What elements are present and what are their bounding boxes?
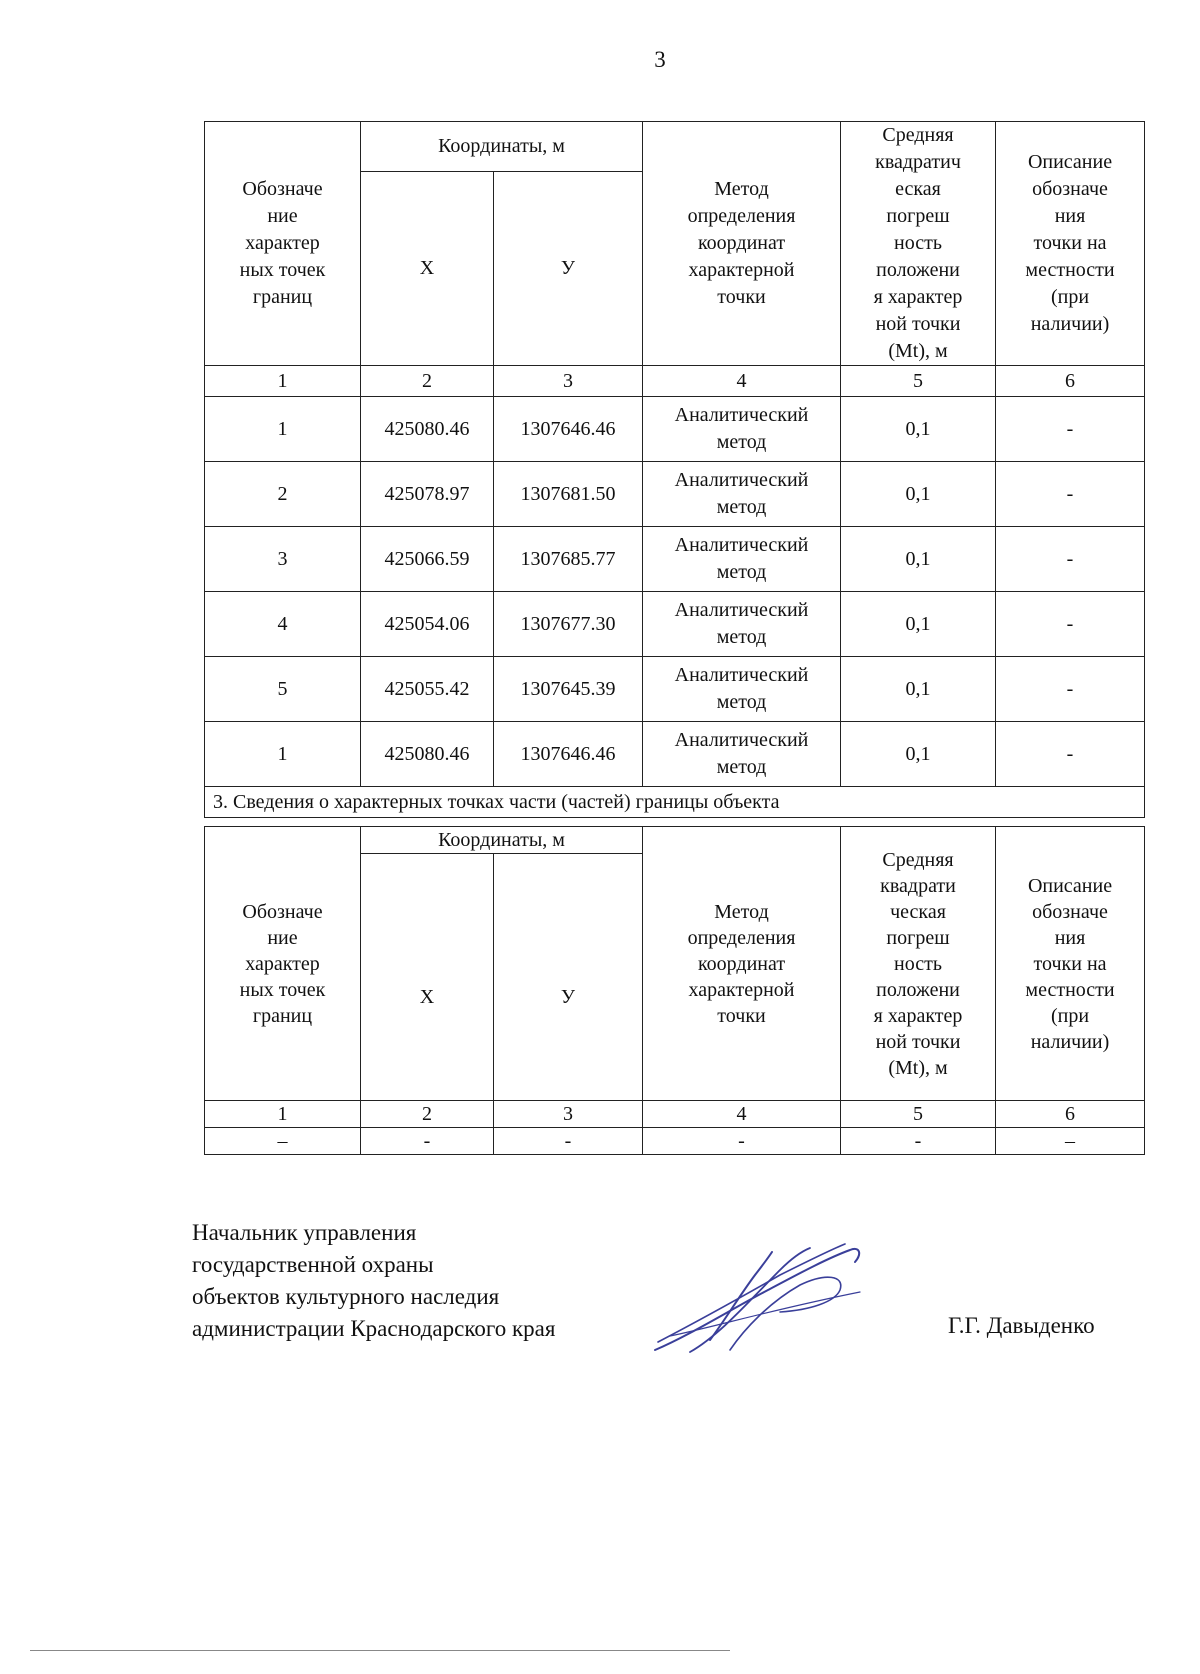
point-error: 0,1 xyxy=(841,722,996,787)
column-number: 4 xyxy=(643,1101,841,1128)
boundary-points-table xyxy=(204,121,1145,818)
column-number: 5 xyxy=(841,1101,996,1128)
header-designation: Обозначе ние характер ных точек границ xyxy=(205,827,361,1101)
table-row xyxy=(205,657,1145,722)
point-y: 1307646.46 xyxy=(494,722,643,787)
point-error: 0,1 xyxy=(841,527,996,592)
boundary-parts-table xyxy=(204,826,1145,1155)
point-x: 425054.06 xyxy=(361,592,494,657)
column-number: 6 xyxy=(996,366,1145,397)
handwritten-signature xyxy=(650,1240,870,1360)
header-error: Средняя квадрати ческая погреш ность положени я характер ной точки (Mt), м xyxy=(841,827,996,1101)
point-description: - xyxy=(996,527,1145,592)
column-number: 5 xyxy=(841,366,996,397)
point-x: 425080.46 xyxy=(361,397,494,462)
column-number: 3 xyxy=(494,366,643,397)
header-designation: Обозначе ние характер ных точек границ xyxy=(205,122,361,366)
signer-name: Г.Г. Давыденко xyxy=(948,1313,1095,1338)
point-x: 425066.59 xyxy=(361,527,494,592)
header-error: Средняя квадратич еская погреш ность положени я характер ной точки (Mt), м xyxy=(841,122,996,366)
empty-cell: – xyxy=(996,1128,1145,1155)
point-y: 1307681.50 xyxy=(494,462,643,527)
point-designation: 4 xyxy=(205,592,361,657)
column-number: 2 xyxy=(361,366,494,397)
point-designation: 1 xyxy=(205,397,361,462)
point-method: Аналитический метод xyxy=(643,527,841,592)
point-x: 425080.46 xyxy=(361,722,494,787)
point-designation: 3 xyxy=(205,527,361,592)
empty-cell: - xyxy=(494,1128,643,1155)
point-y: 1307646.46 xyxy=(494,397,643,462)
point-description: - xyxy=(996,592,1145,657)
empty-cell: – xyxy=(205,1128,361,1155)
header-method: Метод определения координат характерной точки xyxy=(643,122,841,366)
point-designation: 1 xyxy=(205,722,361,787)
position-title: Начальник управления государственной охраны объектов культурного наследия администрации Краснодарского края xyxy=(192,1220,556,1341)
table-row xyxy=(205,722,1145,787)
point-description: - xyxy=(996,462,1145,527)
column-number: 1 xyxy=(205,1101,361,1128)
page-number: 3 xyxy=(654,47,666,72)
header-coordinates: Координаты, м xyxy=(361,827,643,854)
header-y: У xyxy=(494,172,643,366)
point-designation: 5 xyxy=(205,657,361,722)
point-designation: 2 xyxy=(205,462,361,527)
point-description: - xyxy=(996,397,1145,462)
header-description: Описание обозначе ния точки на местности (при наличии) xyxy=(996,122,1145,366)
table-row xyxy=(205,462,1145,527)
point-method: Аналитический метод xyxy=(643,657,841,722)
point-description: - xyxy=(996,722,1145,787)
section-title: 3. Сведения о характерных точках части (частей) границы объекта xyxy=(205,787,1145,818)
header-x: Х xyxy=(361,854,494,1101)
header-method: Метод определения координат характерной точки xyxy=(643,827,841,1101)
point-method: Аналитический метод xyxy=(643,397,841,462)
table-row xyxy=(205,397,1145,462)
column-number-row xyxy=(205,1101,1145,1128)
empty-cell: - xyxy=(361,1128,494,1155)
column-number: 3 xyxy=(494,1101,643,1128)
header-coordinates: Координаты, м xyxy=(361,122,643,172)
point-y: 1307685.77 xyxy=(494,527,643,592)
column-number: 6 xyxy=(996,1101,1145,1128)
header-description: Описание обозначе ния точки на местности (при наличии) xyxy=(996,827,1145,1101)
table-row xyxy=(205,592,1145,657)
point-y: 1307645.39 xyxy=(494,657,643,722)
point-y: 1307677.30 xyxy=(494,592,643,657)
point-description: - xyxy=(996,657,1145,722)
point-method: Аналитический метод xyxy=(643,722,841,787)
footer-rule xyxy=(30,1650,730,1651)
empty-cell: - xyxy=(643,1128,841,1155)
table-row xyxy=(205,527,1145,592)
point-error: 0,1 xyxy=(841,657,996,722)
column-number: 4 xyxy=(643,366,841,397)
header-x: Х xyxy=(361,172,494,366)
point-error: 0,1 xyxy=(841,462,996,527)
column-number-row xyxy=(205,366,1145,397)
point-error: 0,1 xyxy=(841,592,996,657)
header-y: У xyxy=(494,854,643,1101)
empty-cell: - xyxy=(841,1128,996,1155)
column-number: 2 xyxy=(361,1101,494,1128)
point-method: Аналитический метод xyxy=(643,592,841,657)
table-row xyxy=(205,1128,1145,1155)
point-x: 425078.97 xyxy=(361,462,494,527)
point-error: 0,1 xyxy=(841,397,996,462)
point-x: 425055.42 xyxy=(361,657,494,722)
column-number: 1 xyxy=(205,366,361,397)
point-method: Аналитический метод xyxy=(643,462,841,527)
